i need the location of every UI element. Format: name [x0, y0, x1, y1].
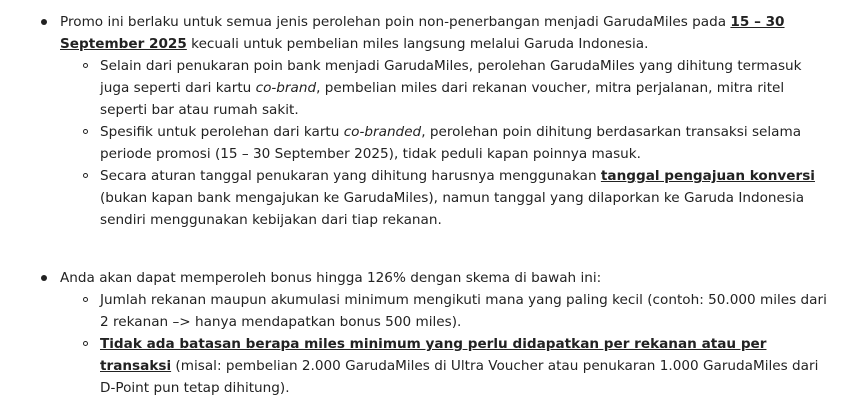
sub-item-text: (bukan kapan bank mengajukan ke GarudaMiles), namun tanggal yang dilaporkan ke Garuda Indonesia sendiri menggunakan kebijakan dari tiap rekanan.	[100, 190, 805, 228]
promo-outro-text: kecuali untuk pembelian miles langsung melalui Garuda Indonesia.	[186, 36, 649, 52]
bonus-scheme-text: Anda akan dapat memperoleh bonus hingga 126% dengan skema di bawah ini:	[60, 270, 602, 286]
bullet-circle-icon	[83, 297, 88, 302]
sub-item-text: Jumlah rekanan maupun akumulasi minimum mengikuti mana yang paling kecil (contoh: 50.000 miles dari 2 rekanan –> hanya mendapatkan bonus 500 miles).	[100, 292, 827, 330]
sub-bullet-list	[60, 55, 832, 231]
sub-item-text: Secara aturan tanggal penukaran yang dihitung harusnya menggunakan	[100, 168, 601, 184]
bullet-circle-icon	[83, 63, 88, 68]
sub-item-text: Selain dari penukaran poin bank menjadi GarudaMiles, perolehan GarudaMiles yang dihitung termasuk juga seperti dari kartu	[100, 58, 802, 96]
promo-date-range: 15 – 30 September 2025	[60, 14, 785, 52]
conversion-date-highlight: tanggal pengajuan konversi	[600, 168, 815, 184]
bullet-circle-icon	[83, 173, 88, 178]
bullet-disc-icon	[41, 275, 47, 281]
sub-item-text: Spesifik untuk perolehan dari kartu	[100, 124, 344, 140]
sub-list-item	[70, 333, 832, 399]
bullet-list	[30, 11, 832, 399]
sub-item-text: , perolehan poin dihitung berdasarkan transaksi selama periode promosi (15 – 30 September 2025), tidak peduli kapan poinnya masuk.	[100, 124, 802, 162]
sub-list-item	[70, 165, 832, 231]
sub-item-text: (misal: pembelian 2.000 GarudaMiles di Ultra Voucher atau penukaran 1.000 GarudaMiles dari D-Point pun tetap dihitung).	[100, 358, 819, 396]
bullet-circle-icon	[83, 341, 88, 346]
sub-item-text: , pembelian miles dari rekanan voucher, mitra perjalanan, mitra ritel seperti bar atau rumah sakit.	[100, 80, 785, 118]
no-minimum-highlight: Tidak ada batasan berapa miles minimum yang perlu didapatkan per rekanan atau per transaksi	[100, 336, 767, 374]
list-item-promo-period	[30, 11, 832, 231]
sub-list-item	[70, 55, 832, 121]
sub-list-item	[70, 121, 832, 165]
sub-list-item	[70, 289, 832, 333]
list-item-bonus-scheme	[30, 267, 832, 399]
sub-item-emphasis: co-branded	[343, 124, 422, 140]
bullet-circle-icon	[83, 129, 88, 134]
bullet-disc-icon	[41, 19, 47, 25]
sub-bullet-list	[60, 289, 832, 399]
sub-item-emphasis: co-brand	[255, 80, 317, 96]
promo-intro-text: Promo ini berlaku untuk semua jenis perolehan poin non-penerbangan menjadi GarudaMiles pada	[60, 14, 731, 30]
